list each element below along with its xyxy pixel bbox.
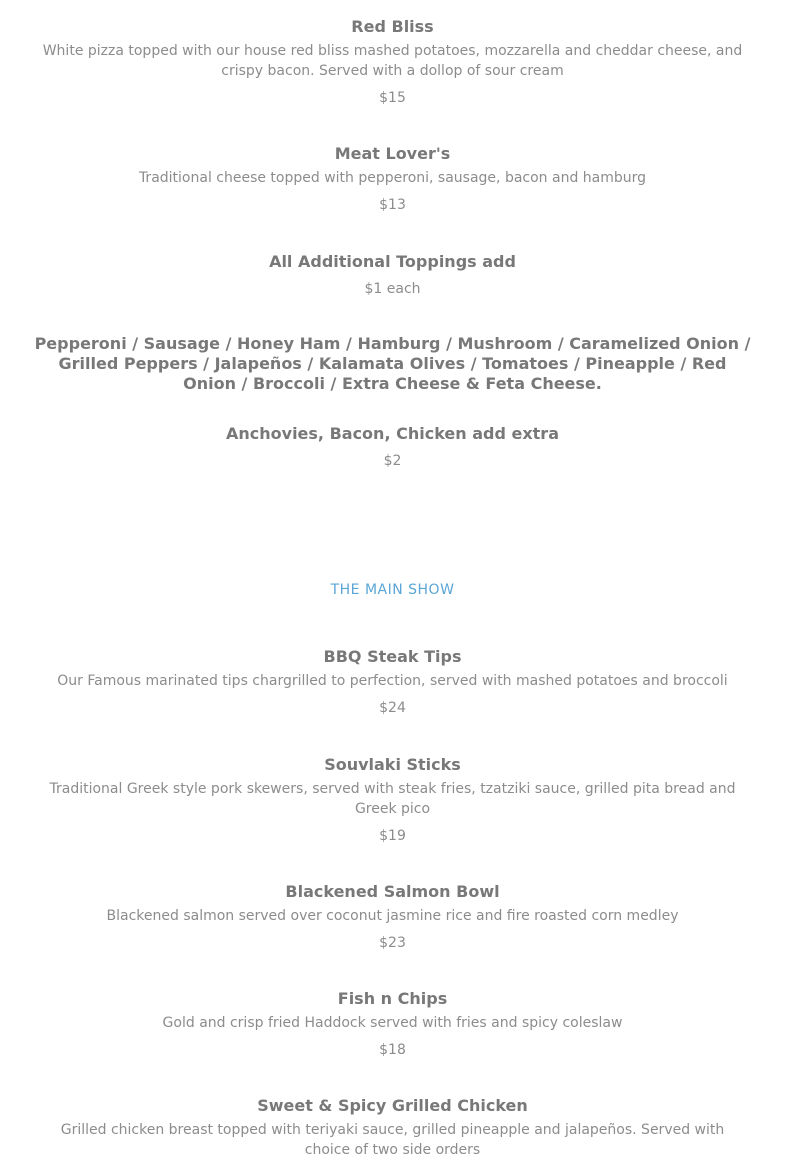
- toppings-list: Pepperoni / Sausage / Honey Ham / Hamburg / Mushroom / Caramelized Onion / Grilled Peppers / Jalapeños / Kalamata Olives / Tomatoes / Pineapple / Red Onion / Broccoli / Extra Cheese & Feta Cheese.: [34, 334, 751, 393]
- section-title: THE MAIN SHOW: [330, 582, 455, 598]
- item-price: $1 each: [364, 281, 421, 297]
- item-description: White pizza topped with our house red bliss mashed potatoes, mozzarella and cheddar cheese, and crispy bacon. Served with a dollop of sour cream: [42, 43, 743, 79]
- item-description: Traditional cheese topped with pepperoni, sausage, bacon and hamburg: [138, 170, 647, 186]
- item-price: $15: [379, 90, 406, 106]
- menu-item-bbq-steak-tips: [30, 647, 755, 718]
- item-price: $2: [383, 453, 402, 469]
- menu-item-additional-toppings: [30, 252, 755, 299]
- menu-item-sweet-spicy-grilled-chicken: [30, 1096, 755, 1160]
- item-price: $19: [379, 828, 406, 844]
- menu-item-souvlaki-sticks: [30, 755, 755, 846]
- item-name: Meat Lover's: [334, 144, 451, 163]
- item-name: Anchovies, Bacon, Chicken add extra: [226, 424, 559, 443]
- item-price: $18: [379, 1042, 406, 1058]
- item-name: BBQ Steak Tips: [323, 647, 462, 666]
- item-price: $23: [379, 935, 406, 951]
- menu-item-premium-toppings: [30, 424, 755, 471]
- menu-item-fish-n-chips: [30, 989, 755, 1060]
- item-name: Sweet & Spicy Grilled Chicken: [257, 1096, 528, 1115]
- item-name: Souvlaki Sticks: [324, 755, 461, 774]
- item-name: Fish n Chips: [337, 989, 448, 1008]
- item-description: Blackened salmon served over coconut jasmine rice and fire roasted corn medley: [106, 908, 679, 924]
- item-price: $24: [379, 700, 406, 716]
- item-description: Grilled chicken breast topped with teriyaki sauce, grilled pineapple and jalapeños. Served with choice of two side orders: [60, 1122, 725, 1158]
- item-description: Gold and crisp fried Haddock served with fries and spicy coleslaw: [162, 1015, 623, 1031]
- menu-item-red-bliss: [30, 17, 755, 108]
- item-name: All Additional Toppings add: [269, 252, 516, 271]
- item-name: Red Bliss: [351, 17, 434, 36]
- menu-item-meat-lovers: [30, 144, 755, 215]
- item-price: $13: [379, 197, 406, 213]
- item-description: Our Famous marinated tips chargrilled to perfection, served with mashed potatoes and broccoli: [57, 673, 728, 689]
- menu-item-blackened-salmon-bowl: [30, 882, 755, 953]
- toppings-list-block: [30, 334, 755, 394]
- item-description: Traditional Greek style pork skewers, served with steak fries, tzatziki sauce, grilled pita bread and Greek pico: [49, 781, 736, 817]
- item-name: Blackened Salmon Bowl: [285, 882, 500, 901]
